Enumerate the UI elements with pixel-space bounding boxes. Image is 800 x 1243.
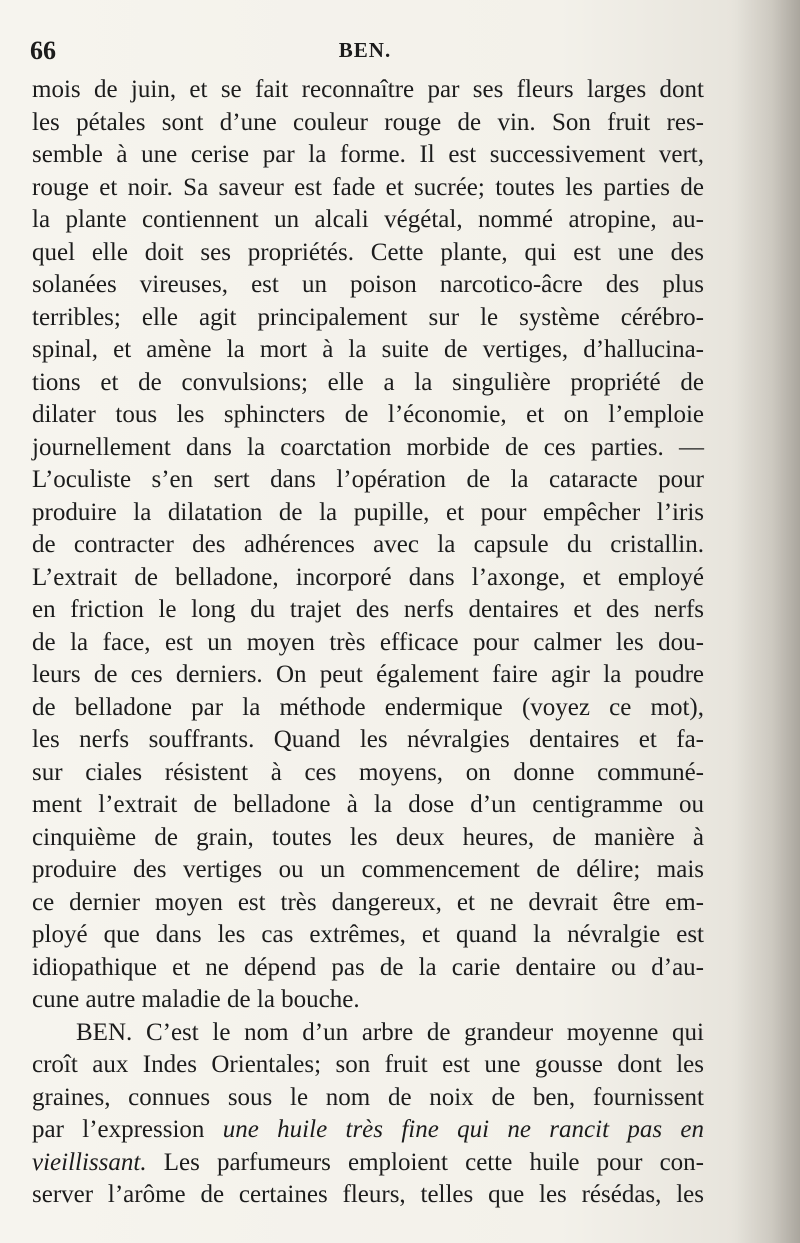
text-line: la plante contiennent un alcali végétal, nommé atropine, au- — [32, 206, 704, 233]
text-line: journellement dans la coarctation morbide de ces parties. — — [32, 433, 704, 461]
entry-headword: BEN. — [76, 1018, 133, 1046]
text-line: graines, connues sous le nom de noix de ben, fournissent — [32, 1083, 704, 1111]
entry-first-line — [32, 1017, 704, 1050]
italic-phrase: vieillissant. — [32, 1148, 147, 1176]
text-line: dilater tous les sphincters de l’économie, et on l’emploie — [32, 401, 704, 428]
italic-phrase: une huile très fine qui ne rancit pas en — [222, 1116, 704, 1143]
text-line: produire la dilatation de la pupille, et pour empêcher l’iris — [32, 498, 704, 526]
text-line: spinal, et amène la mort à la suite de vertiges, d’hallucina- — [32, 336, 704, 363]
text-line: server l’arôme de certaines fleurs, telles que les résédas, les — [32, 1181, 704, 1208]
text-line: idiopathique et ne dépend pas de la carie dentaire ou d’au- — [32, 953, 704, 981]
text-segment: par l’expression — [32, 1116, 223, 1143]
body-text — [32, 74, 704, 1212]
text-line: produire des vertiges ou un commencement de délire; mais — [32, 856, 704, 883]
text-line: de belladone par la méthode endermique (voyez ce mot), — [32, 693, 704, 721]
text-line: ce dernier moyen est très dangereux, et ne devrait être em- — [32, 888, 704, 916]
text-line: L’oculiste s’en sert dans l’opération de la cataracte pour — [32, 466, 704, 493]
running-head: BEN. — [338, 38, 392, 62]
text-line — [32, 1114, 704, 1147]
text-line: leurs de ces derniers. On peut également faire agir la poudre — [32, 661, 704, 688]
text-line: terribles; elle agit principalement sur le système cérébro- — [32, 303, 704, 331]
text-line: L’extrait de belladone, incorporé dans l’axonge, et employé — [32, 563, 704, 591]
text-line: solanées vireuses, est un poison narcotico-âcre des plus — [32, 271, 704, 298]
text-line: quel elle doit ses propriétés. Cette plante, qui est une des — [32, 238, 704, 266]
text-line: sur ciales résistent à ces moyens, on donne communé- — [32, 758, 704, 786]
text-line: les nerfs souffrants. Quand les névralgies dentaires et fa- — [32, 726, 704, 753]
text-line: mois de juin, et se fait reconnaître par ses fleurs larges dont — [32, 76, 704, 103]
text-line: semble à une cerise par la forme. Il est successivement vert, — [32, 141, 704, 168]
text-line: ployé que dans les cas extrêmes, et quand la névralgie est — [32, 921, 704, 948]
text-line: de la face, est un moyen très efficace pour calmer les dou- — [32, 628, 704, 656]
text-line: de contracter des adhérences avec la capsule du cristallin. — [32, 531, 704, 558]
page-header — [30, 36, 700, 70]
text-line: cinquième de grain, toutes les deux heures, de manière à — [32, 823, 704, 851]
text-line: en friction le long du trajet des nerfs dentaires et des nerfs — [32, 596, 704, 623]
text-line: croît aux Indes Orientales; son fruit est une gousse dont les — [32, 1051, 704, 1078]
text-line: ment l’extrait de belladone à la dose d’un centigramme ou — [32, 791, 704, 818]
entry-text: C’est le nom d’un arbre de grandeur moyenne qui — [132, 1018, 704, 1046]
text-line: les pétales sont d’une couleur rouge de vin. Son fruit res- — [32, 108, 704, 136]
text-line — [32, 1147, 704, 1180]
text-line: rouge et noir. Sa saveur est fade et sucrée; toutes les parties de — [32, 173, 704, 201]
text-segment: Les parfumeurs emploient cette huile pour con- — [146, 1148, 704, 1176]
page-edge-shadow — [730, 0, 800, 1243]
text-line: cune autre maladie de la bouche. — [32, 986, 360, 1013]
text-line: tions et de convulsions; elle a la singulière propriété de — [32, 368, 704, 396]
page-number: 66 — [30, 36, 56, 65]
